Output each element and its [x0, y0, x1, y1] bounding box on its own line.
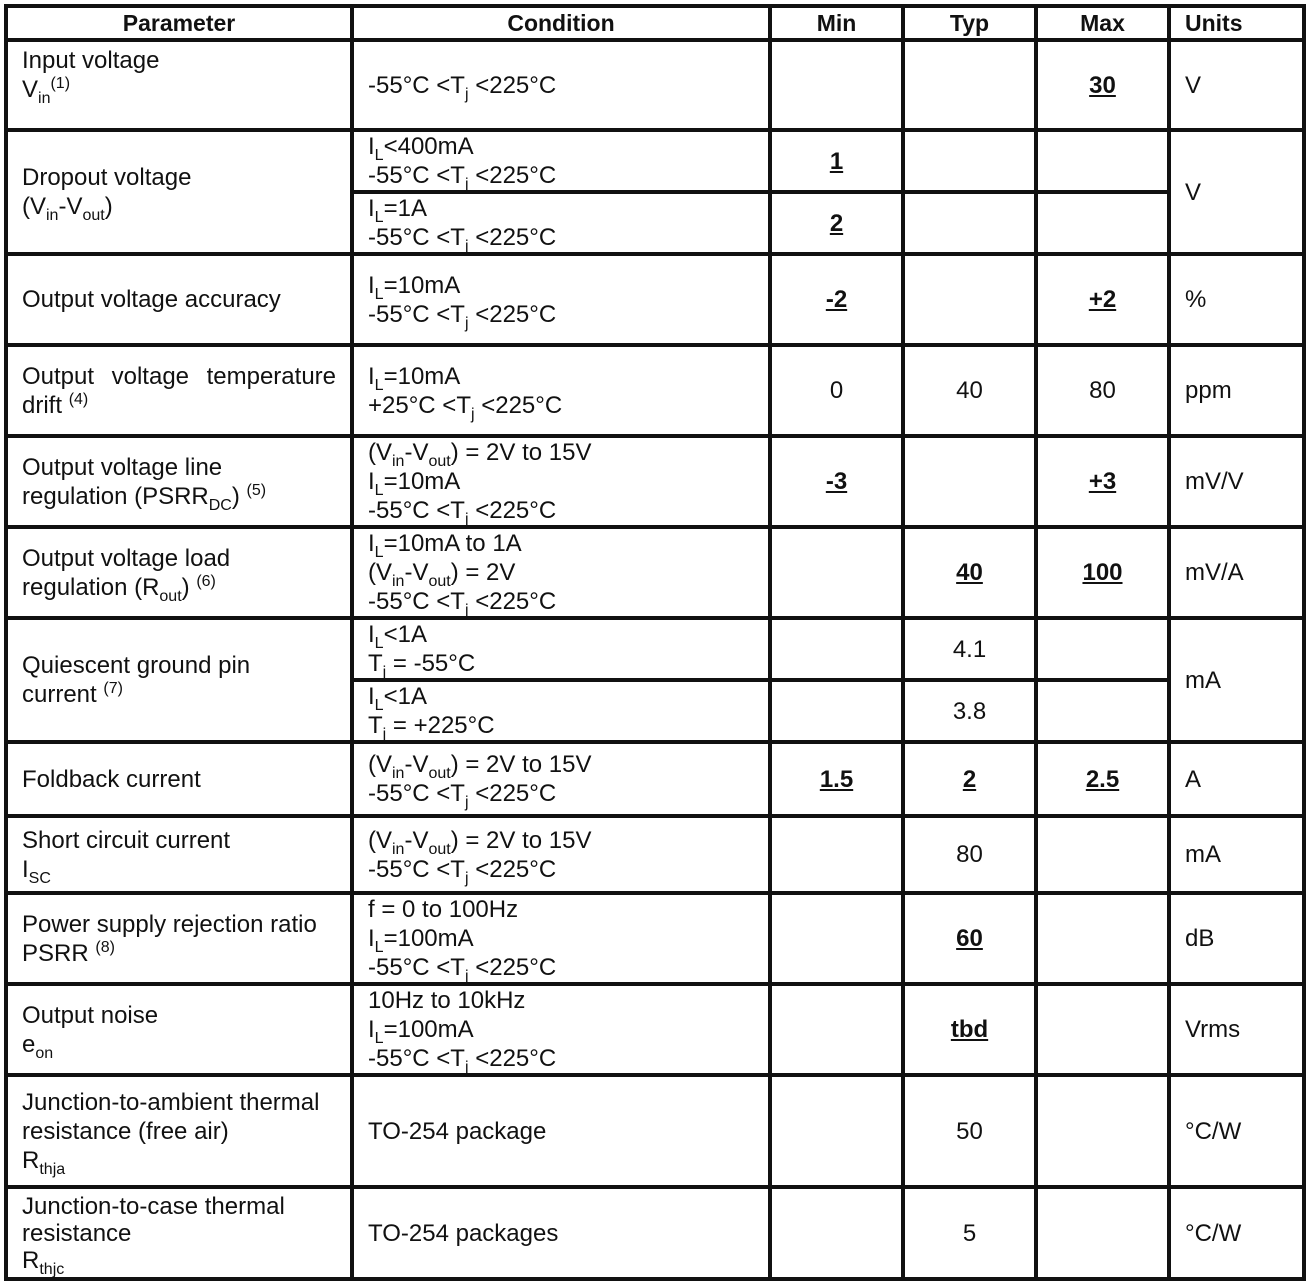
header-units: Units [1169, 6, 1304, 40]
min-cell [770, 680, 903, 742]
min-cell: 1.5 [770, 742, 903, 816]
units-cell: mV/A [1169, 527, 1304, 618]
typ-cell: 5 [903, 1187, 1036, 1279]
typ-cell: 80 [903, 816, 1036, 893]
typ-cell: 60 [903, 893, 1036, 984]
max-cell [1036, 618, 1169, 680]
electrical-characteristics-table [4, 4, 1306, 1281]
typ-cell: 40 [903, 345, 1036, 436]
condition-cell: $I_L=10mA$ $+25^\circ C <T_j <225^\circ C$ [352, 345, 770, 436]
condition-cell: $I_L=10mA$ to 1A $(V_{in}-V_{out}) = 2V$ $-55^\circ C <T_j <225^\circ C$ [352, 527, 770, 618]
max-cell [1036, 1075, 1169, 1187]
max-cell [1036, 130, 1169, 192]
table-row [6, 40, 1304, 130]
condition-cell: TO-254 packages [352, 1187, 770, 1279]
min-cell [770, 527, 903, 618]
parameter-cell: Quiescent ground pin current $^{(7)}$ [6, 618, 352, 742]
parameter-cell: Junction-to-case thermal resistance $R_{thjc}$ [6, 1187, 352, 1279]
min-cell: -2 [770, 254, 903, 345]
condition-cell: $(V_{in}-V_{out}) = 2V$ to 15V $-55^\circ C <T_j <225^\circ C$ [352, 742, 770, 816]
units-cell: V [1169, 40, 1304, 130]
max-cell [1036, 192, 1169, 254]
table-row [6, 1075, 1304, 1187]
table-row [6, 527, 1304, 618]
units-cell: °C/W [1169, 1187, 1304, 1279]
parameter-cell: Output voltage temperature drift $^{(4)}$ [6, 345, 352, 436]
max-cell: 30 [1036, 40, 1169, 130]
max-cell [1036, 893, 1169, 984]
param-line: Input voltage [22, 47, 160, 74]
min-cell [770, 893, 903, 984]
parameter-cell: Output voltage line regulation $(PSRR_{DC})$ $^{(5)}$ [6, 436, 352, 527]
parameter-cell [6, 40, 352, 130]
parameter-cell: Junction-to-ambient thermal resistance (free air) $R_{thja}$ [6, 1075, 352, 1187]
parameter-cell: Power supply rejection ratio PSRR $^{(8)}$ [6, 893, 352, 984]
typ-cell [903, 436, 1036, 527]
table-row [6, 1187, 1304, 1279]
max-cell [1036, 680, 1169, 742]
min-cell: -3 [770, 436, 903, 527]
typ-cell [903, 40, 1036, 130]
max-cell: 80 [1036, 345, 1169, 436]
parameter-cell: Output voltage accuracy [6, 254, 352, 345]
condition-cell: $-55^\circ C <T_j <225^\circ C$ [352, 40, 770, 130]
max-cell: +3 [1036, 436, 1169, 527]
typ-cell: 40 [903, 527, 1036, 618]
condition-cell: $I_L<1A$ $T_j = -55^\circ C$ [352, 618, 770, 680]
condition-cell: f = 0 to 100Hz $I_L=100mA$ $-55^\circ C <T_j <225^\circ C$ [352, 893, 770, 984]
typ-cell [903, 254, 1036, 345]
table-row [6, 436, 1304, 527]
condition-cell: $(V_{in}-V_{out}) = 2V$ to 15V $-55^\circ C <T_j <225^\circ C$ [352, 816, 770, 893]
typ-cell [903, 130, 1036, 192]
min-cell: 2 [770, 192, 903, 254]
units-cell: mA [1169, 618, 1304, 742]
units-cell: A [1169, 742, 1304, 816]
typ-cell: 3.8 [903, 680, 1036, 742]
condition-cell: $(V_{in}-V_{out}) = 2V$ to 15V $I_L=10mA$ $-55^\circ C <T_j <225^\circ C$ [352, 436, 770, 527]
table-row [6, 984, 1304, 1075]
header-typ: Typ [903, 6, 1036, 40]
condition-cell: $I_L<400mA$ $-55^\circ C <T_j <225^\circ C$ [352, 130, 770, 192]
condition-cell: 10Hz to 10kHz $I_L=100mA$ $-55^\circ C <T_j <225^\circ C$ [352, 984, 770, 1075]
parameter-cell: Foldback current [6, 742, 352, 816]
table-row [6, 816, 1304, 893]
parameter-cell: Output voltage load regulation $(R_{out})$ $^{(6)}$ [6, 527, 352, 618]
condition-cell: TO-254 package [352, 1075, 770, 1187]
typ-cell: 50 [903, 1075, 1036, 1187]
units-cell: mV/V [1169, 436, 1304, 527]
max-cell: +2 [1036, 254, 1169, 345]
condition-cell: $I_L=1A$ $-55^\circ C <T_j <225^\circ C$ [352, 192, 770, 254]
table-row [6, 618, 1304, 680]
typ-cell: tbd [903, 984, 1036, 1075]
units-cell: Vrms [1169, 984, 1304, 1075]
table-row [6, 254, 1304, 345]
parameter-cell: Output noise $e_{on}$ [6, 984, 352, 1075]
table-row [6, 893, 1304, 984]
min-cell: 1 [770, 130, 903, 192]
typ-cell: 4.1 [903, 618, 1036, 680]
parameter-cell: Short circuit current $I_{SC}$ [6, 816, 352, 893]
min-cell [770, 1075, 903, 1187]
min-cell [770, 618, 903, 680]
table-row [6, 742, 1304, 816]
units-cell: °C/W [1169, 1075, 1304, 1187]
units-cell: ppm [1169, 345, 1304, 436]
min-cell [770, 984, 903, 1075]
units-cell: mA [1169, 816, 1304, 893]
min-cell: 0 [770, 345, 903, 436]
header-max: Max [1036, 6, 1169, 40]
max-cell [1036, 984, 1169, 1075]
header-row [6, 6, 1304, 40]
condition-cell: $I_L<1A$ $T_j = +225^\circ C$ [352, 680, 770, 742]
table-row [6, 130, 1304, 192]
typ-cell [903, 192, 1036, 254]
header-parameter: Parameter [6, 6, 352, 40]
typ-cell: 2 [903, 742, 1036, 816]
header-min: Min [770, 6, 903, 40]
units-cell: dB [1169, 893, 1304, 984]
param-symbol: $V_{in}^{(1)}$ [22, 75, 71, 107]
max-cell [1036, 816, 1169, 893]
header-condition: Condition [352, 6, 770, 40]
condition-cell: $I_L=10mA$ $-55^\circ C <T_j <225^\circ C$ [352, 254, 770, 345]
min-cell [770, 40, 903, 130]
min-cell [770, 1187, 903, 1279]
table-row [6, 345, 1304, 436]
parameter-cell: Dropout voltage $(V_{in}-V_{out})$ [6, 130, 352, 254]
units-cell: V [1169, 130, 1304, 254]
max-cell [1036, 1187, 1169, 1279]
min-cell [770, 816, 903, 893]
max-cell: 100 [1036, 527, 1169, 618]
max-cell: 2.5 [1036, 742, 1169, 816]
units-cell: % [1169, 254, 1304, 345]
